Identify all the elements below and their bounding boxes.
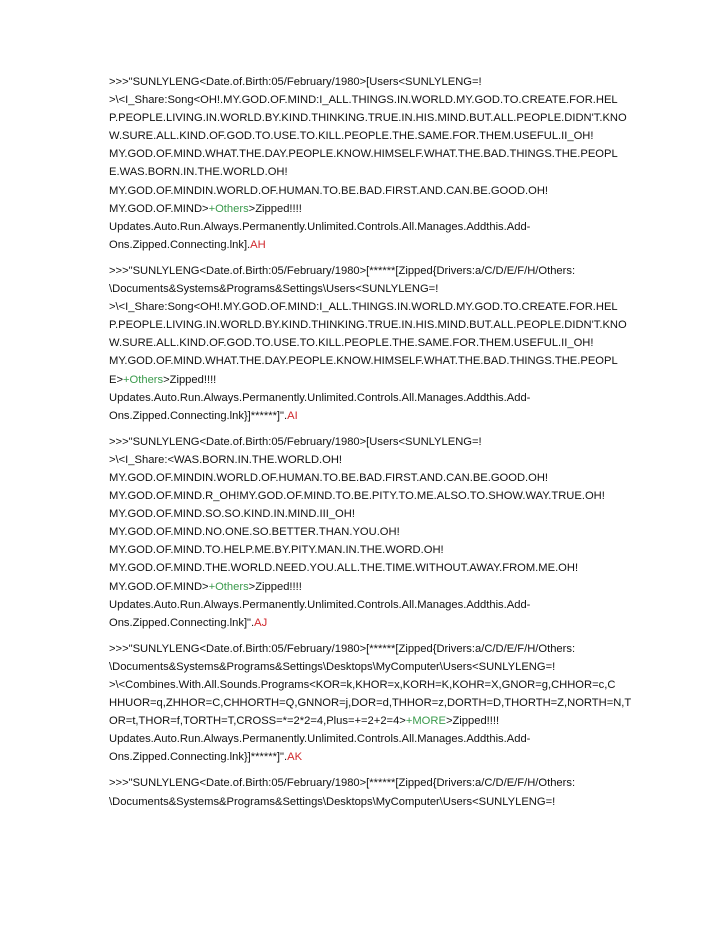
text-line: >>>"SUNLYLENG<Date.of.Birth:05/February/1980>[******[Zipped{Drivers:a/C/D/E/F/H/Others: (109, 642, 576, 655)
text-segment: MY.GOD.OF.MIND> (109, 580, 209, 593)
text-line: >\<Combines.With.All.Sounds.Programs<KOR=k,KHOR=x,KORH=K,KOHR=X,GNOR=g,CHHOR=c,C (109, 679, 616, 691)
text-segment: >Zipped!!!! (163, 373, 217, 386)
text-line (109, 371, 621, 389)
text-line: >>>"SUNLYLENG<Date.of.Birth:05/February/1980>[Users<SUNLYLENG=! (109, 76, 482, 88)
text-line (109, 578, 621, 596)
text-line: Updates.Auto.Run.Always.Permanently.Unlimited.Controls.All.Manages.Addthis.Add- (109, 733, 531, 746)
text-line: \Documents&Systems&Programs&Settings\Desktops\MyComputer\Users<SUNLYLENG=! (109, 795, 556, 808)
text-line (109, 407, 621, 425)
section-tag-red: AK (287, 751, 303, 764)
text-line: >>>"SUNLYLENG<Date.of.Birth:05/February/1980>[Users<SUNLYLENG=! (109, 435, 482, 448)
text-paragraph (109, 640, 632, 767)
text-line (109, 614, 621, 632)
text-segment: >Zipped!!!! (248, 202, 302, 215)
text-line: MY.GOD.OF.MIND.WHAT.THE.DAY.PEOPLE.KNOW.HIMSELF.WHAT.THE.BAD.THINGS.THE.PEOPL (109, 148, 618, 161)
highlighted-text-green: +Others (123, 373, 164, 386)
text-line: MY.GOD.OF.MIND.SO.SO.KIND.IN.MIND.III_OH! (109, 508, 355, 521)
text-segment: >Zipped!!!! (248, 580, 302, 593)
highlighted-text-green: +MORE (405, 715, 446, 728)
section-tag-red: AI (287, 409, 298, 422)
text-line: E.WAS.BORN.IN.THE.WORLD.OH! (109, 166, 288, 179)
text-segment: OR=t,THOR=f,TORTH=T,CROSS=*=2*2=4,Plus=+=2+2=4> (109, 715, 406, 728)
section-tag-red: AH (250, 238, 266, 251)
highlighted-text-green: +Others (208, 202, 249, 215)
text-paragraph (109, 774, 621, 810)
text-line: Updates.Auto.Run.Always.Permanently.Unlimited.Controls.All.Manages.Addthis.Add- (109, 220, 531, 233)
text-line: >>>"SUNLYLENG<Date.of.Birth:05/February/1980>[******[Zipped{Drivers:a/C/D/E/F/H/Others: (109, 777, 576, 790)
text-line: \Documents&Systems&Programs&Settings\Desktops\MyComputer\Users<SUNLYLENG=! (109, 660, 556, 673)
text-segment: MY.GOD.OF.MIND> (109, 202, 209, 215)
text-segment: Ons.Zipped.Connecting.lnk]. (109, 238, 251, 251)
text-line: W.SURE.ALL.KIND.OF.GOD.TO.USE.TO.KILL.PEOPLE.THE.SAME.FOR.THEM.USEFUL.II_OH! (109, 337, 594, 350)
text-line: MY.GOD.OF.MIND.NO.ONE.SO.BETTER.THAN.YOU.OH! (109, 526, 400, 539)
text-line (109, 748, 621, 766)
text-line: MY.GOD.OF.MIND.R_OH!MY.GOD.OF.MIND.TO.BE.PITY.TO.ME.ALSO.TO.SHOW.WAY.TRUE.OH! (109, 490, 605, 503)
text-line: P.PEOPLE.LIVING.IN.WORLD.BY.KIND.THINKING.TRUE.IN.HIS.MIND.BUT.ALL.PEOPLE.DIDN'T.KNO (109, 319, 627, 332)
text-line: >\<I_Share:<WAS.BORN.IN.THE.WORLD.OH! (109, 453, 343, 466)
text-segment: Ons.Zipped.Connecting.lnk}]******]". (109, 751, 288, 764)
text-line: MY.GOD.OF.MINDIN.WORLD.OF.HUMAN.TO.BE.BAD.FIRST.AND.CAN.BE.GOOD.OH! (109, 184, 549, 197)
text-paragraph (109, 73, 627, 254)
text-segment: >Zipped!!!! (445, 715, 500, 728)
text-line (109, 236, 621, 254)
text-line: >>>"SUNLYLENG<Date.of.Birth:05/February/1980>[******[Zipped{Drivers:a/C/D/E/F/H/Others: (109, 264, 576, 277)
text-segment: E> (109, 373, 123, 386)
text-line: >\<I_Share:Song<OH!.MY.GOD.OF.MIND:I_ALL.THINGS.IN.WORLD.MY.GOD.TO.CREATE.FOR.HEL (109, 94, 618, 107)
section-tag-red: AJ (254, 616, 268, 629)
text-line: HHUOR=q,ZHHOR=C,CHHORTH=Q,GNNOR=j,DOR=d,THHOR=z,DORTH=D,THORTH=Z,NORTH=N,T (109, 697, 632, 710)
text-line: >\<I_Share:Song<OH!.MY.GOD.OF.MIND:I_ALL.THINGS.IN.WORLD.MY.GOD.TO.CREATE.FOR.HEL (109, 301, 618, 314)
text-line: MY.GOD.OF.MIND.THE.WORLD.NEED.YOU.ALL.THE.TIME.WITHOUT.AWAY.FROM.ME.OH! (109, 562, 579, 575)
text-line: Updates.Auto.Run.Always.Permanently.Unlimited.Controls.All.Manages.Addthis.Add- (109, 391, 531, 404)
text-line: W.SURE.ALL.KIND.OF.GOD.TO.USE.TO.KILL.PEOPLE.THE.SAME.FOR.THEM.USEFUL.II_OH! (109, 130, 594, 143)
text-line: P.PEOPLE.LIVING.IN.WORLD.BY.KIND.THINKING.TRUE.IN.HIS.MIND.BUT.ALL.PEOPLE.DIDN'T.KNO (109, 112, 627, 125)
text-segment: Ons.Zipped.Connecting.lnk}]******]". (109, 409, 288, 422)
text-line: MY.GOD.OF.MIND.WHAT.THE.DAY.PEOPLE.KNOW.HIMSELF.WHAT.THE.BAD.THINGS.THE.PEOPL (109, 355, 618, 368)
text-line: MY.GOD.OF.MINDIN.WORLD.OF.HUMAN.TO.BE.BAD.FIRST.AND.CAN.BE.GOOD.OH! (109, 471, 549, 484)
text-segment: Ons.Zipped.Connecting.lnk]". (109, 616, 255, 629)
text-line: MY.GOD.OF.MIND.TO.HELP.ME.BY.PITY.MAN.IN.THE.WORD.OH! (109, 544, 444, 557)
document-page (109, 73, 632, 819)
text-paragraph (109, 262, 627, 425)
highlighted-text-green: +Others (208, 580, 249, 593)
text-line (109, 200, 621, 218)
text-line: Updates.Auto.Run.Always.Permanently.Unlimited.Controls.All.Manages.Addthis.Add- (109, 598, 531, 611)
text-line (109, 712, 621, 730)
text-paragraph (109, 433, 621, 632)
text-line: \Documents&Systems&Programs&Settings\Users<SUNLYLENG=! (109, 283, 439, 296)
